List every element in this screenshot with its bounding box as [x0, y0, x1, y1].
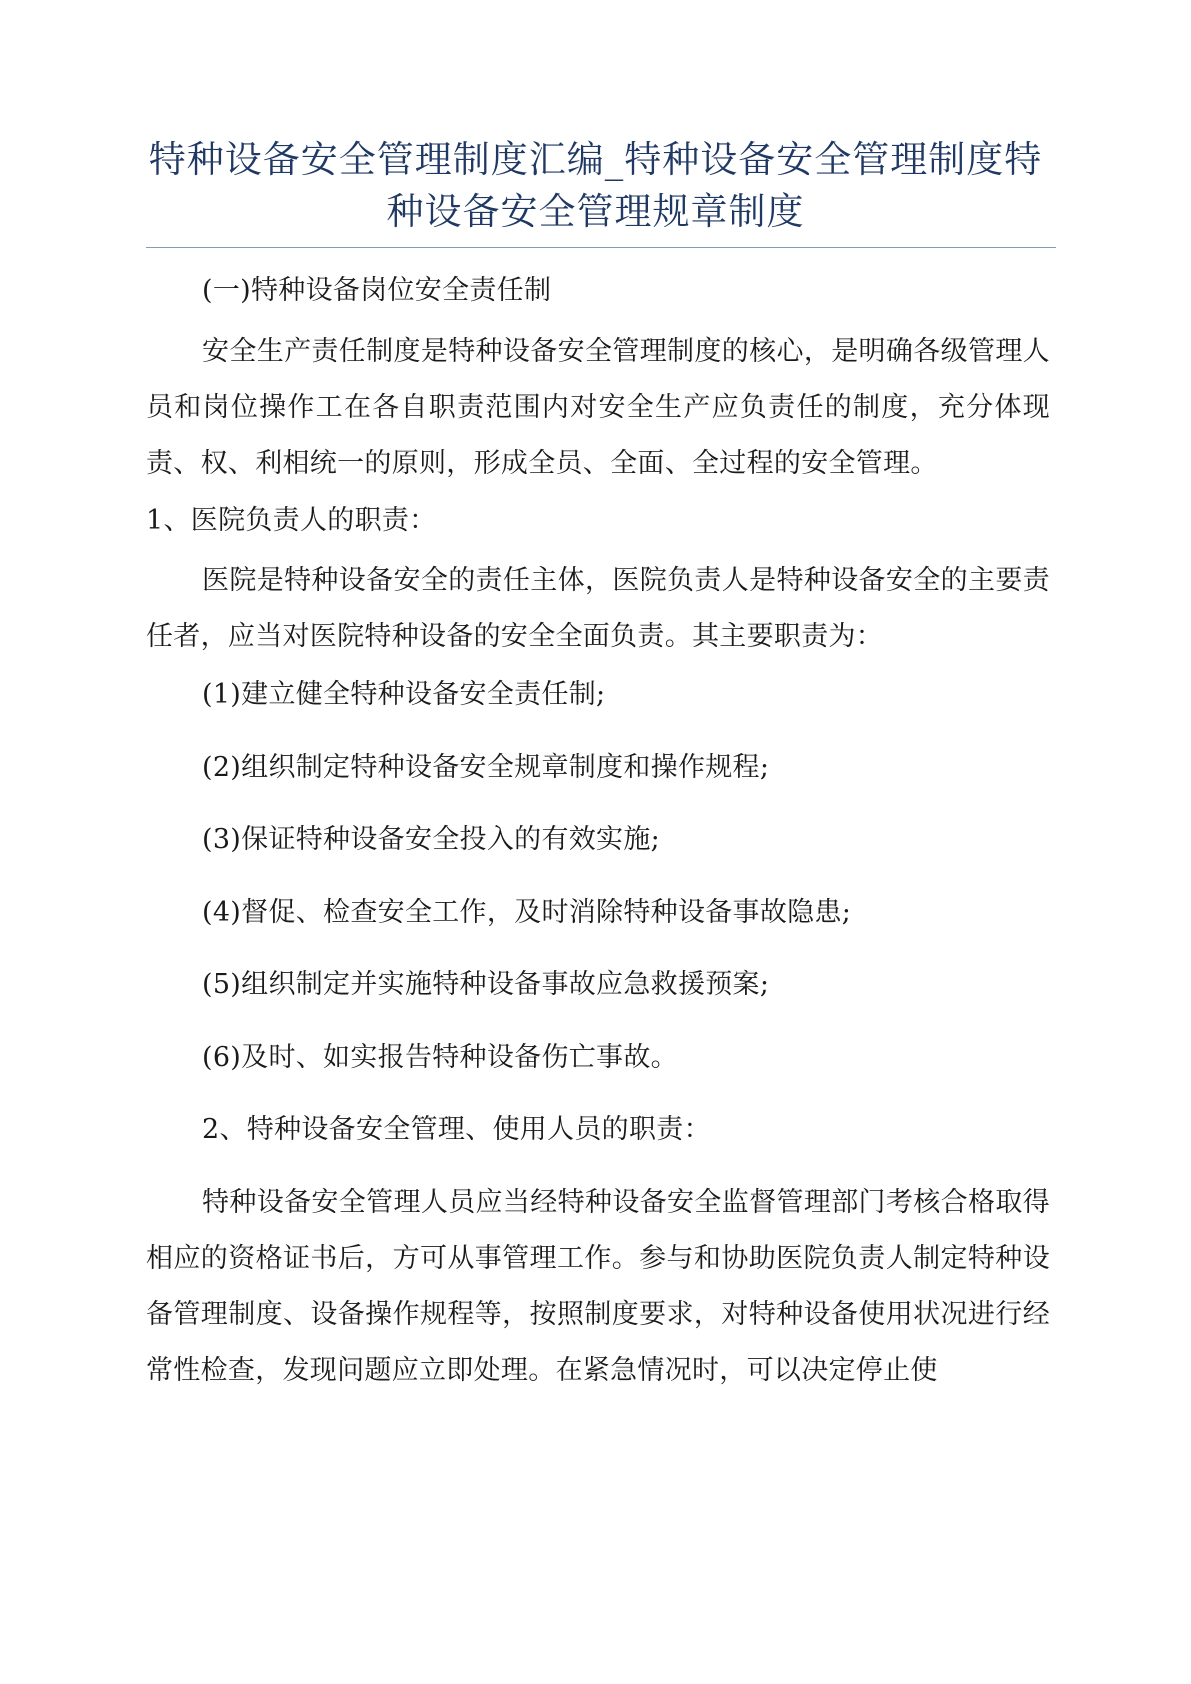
list-item: (2)组织制定特种设备安全规章制度和操作规程; [202, 752, 770, 783]
list-item: (1)建立健全特种设备安全责任制; [202, 679, 606, 710]
list-item: (3)保证特种设备安全投入的有效实施; [202, 824, 661, 855]
list-item: (5)组织制定并实施特种设备事故应急救援预案; [202, 969, 770, 1000]
section-heading: (一)特种设备岗位安全责任制 [202, 275, 552, 306]
sub-heading: 2、特种设备安全管理、使用人员的职责： [202, 1114, 711, 1145]
document-title: 特种设备安全管理制度汇编_特种设备安全管理制度特种设备安全管理规章制度 [148, 138, 1043, 233]
list-item: (6)及时、如实报告特种设备伤亡事故。 [202, 1042, 678, 1073]
body-paragraph: 特种设备安全管理人员应当经特种设备安全监督管理部门考核合格取得相应的资格证书后，方可从事管理工作。参与和协助医院负责人制定特种设备管理制度、设备操作规程等，按照制度要求，对特种设备使用状况进行经常性检查，发现问题应立即处理。在紧急情况时，可以决定停止使 [146, 1187, 1050, 1386]
body-paragraph: 安全生产责任制度是特种设备安全管理制度的核心，是明确各级管理人员和岗位操作工在各自职责范围内对安全生产应负责任的制度，充分体现责、权、利相统一的原则，形成全员、全面、全过程的安全管理。 [146, 336, 1050, 479]
sub-heading: 1、医院负责人的职责： [146, 505, 437, 536]
body-paragraph: 医院是特种设备安全的责任主体，医院负责人是特种设备安全的主要责任者，应当对医院特种设备的安全全面负责。其主要职责为： [146, 565, 1050, 652]
title-divider [146, 247, 1056, 248]
list-item: (4)督促、检查安全工作，及时消除特种设备事故隐患; [202, 897, 852, 928]
